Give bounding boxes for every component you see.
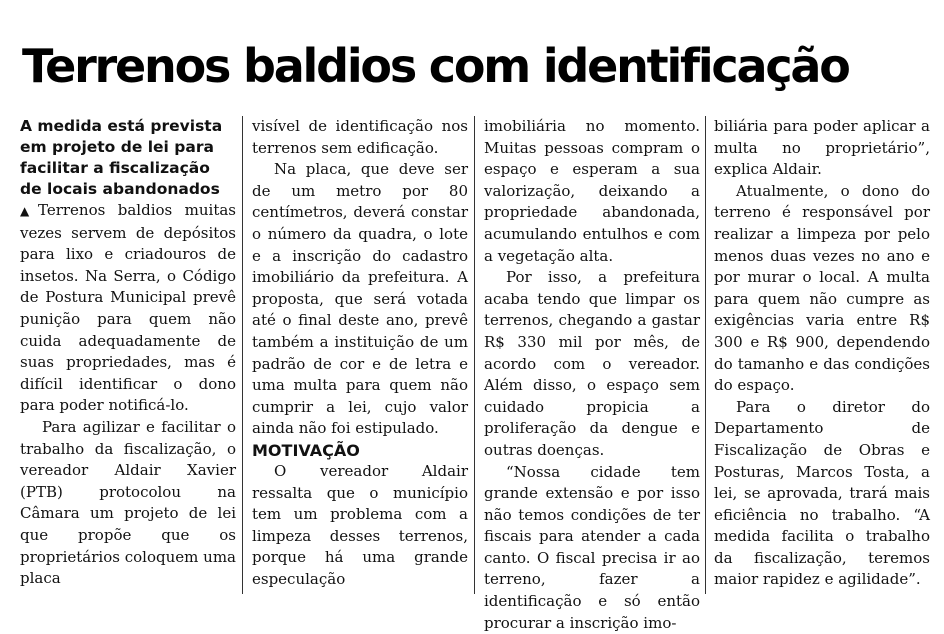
paragraph: Para agilizar e facilitar o trabalho da fiscalização, o vereador Aldair Xavier (PTB) protocolou na Câmara um projeto de lei que propõe que os proprietários coloquem uma placa	[20, 417, 236, 590]
paragraph	[20, 200, 236, 417]
paragraph: Por isso, a prefeitura acaba tendo que limpar os terrenos, chegando a gastar R$ 330 mil por mês, de acordo com o vereador. Além disso, o espaço sem cuidado propicia a proliferação da dengue e outras doenças.	[484, 267, 700, 461]
column-divider	[242, 116, 243, 594]
headline: Terrenos baldios com identificação	[22, 38, 922, 94]
column-1	[20, 116, 236, 596]
triangle-marker-icon: ▲	[20, 201, 38, 223]
lead-summary: A medida está prevista em projeto de lei para facilitar a fiscalização de locais abandonados	[20, 116, 236, 200]
paragraph: Na placa, que deve ser de um metro por 80 centímetros, deverá constar o número da quadra, o lote e a inscrição do cadastro imobiliário da prefeitura. A proposta, que será votada até o final deste ano, prevê também a instituição de um padrão de cor e de letra e uma multa para quem não cumprir a lei, cujo valor ainda não foi estipulado.	[252, 159, 468, 440]
column-3	[484, 116, 700, 596]
column-divider	[705, 116, 706, 594]
subheading: MOTIVAÇÃO	[252, 440, 468, 461]
paragraph: Atualmente, o dono do terreno é responsável por realizar a limpeza por pelo menos duas vezes no ano e por murar o local. A multa para quem não cumpre as exigências varia entre R$ 300 e R$ 900, dependendo do tamanho e das condições do espaço.	[714, 181, 930, 397]
paragraph-text: Terrenos baldios muitas vezes servem de depósitos para lixo e criadouros de insetos. Na Serra, o Código de Postura Municipal prevê punição para quem não cuida adequadamente de suas propriedades, mas é difícil identificar o dono para poder notificá-lo.	[20, 201, 236, 414]
column-2	[252, 116, 468, 596]
paragraph: visível de identificação nos terrenos sem edificação.	[252, 116, 468, 159]
paragraph: biliária para poder aplicar a multa no proprietário”, explica Aldair.	[714, 116, 930, 181]
column-4	[714, 116, 930, 596]
column-divider	[474, 116, 475, 594]
paragraph: imobiliária no momento. Muitas pessoas compram o espaço e esperam a sua valorização, deixando a propriedade abandonada, acumulando entulhos e com a vegetação alta.	[484, 116, 700, 267]
paragraph: “Nossa cidade tem grande extensão e por isso não temos condições de ter fiscais para atender a cada canto. O fiscal precisa ir ao terreno, fazer a identificação e só então procurar a inscrição imo-	[484, 462, 700, 634]
paragraph: Para o diretor do Departamento de Fiscalização de Obras e Posturas, Marcos Tosta, a lei, se aprovada, trará mais eficiência no trabalho. “A medida facilita o trabalho da fiscalização, teremos maior rapidez e agilidade”.	[714, 397, 930, 591]
paragraph: O vereador Aldair ressalta que o município tem um problema com a limpeza desses terrenos, porque há uma grande especulação	[252, 461, 468, 591]
